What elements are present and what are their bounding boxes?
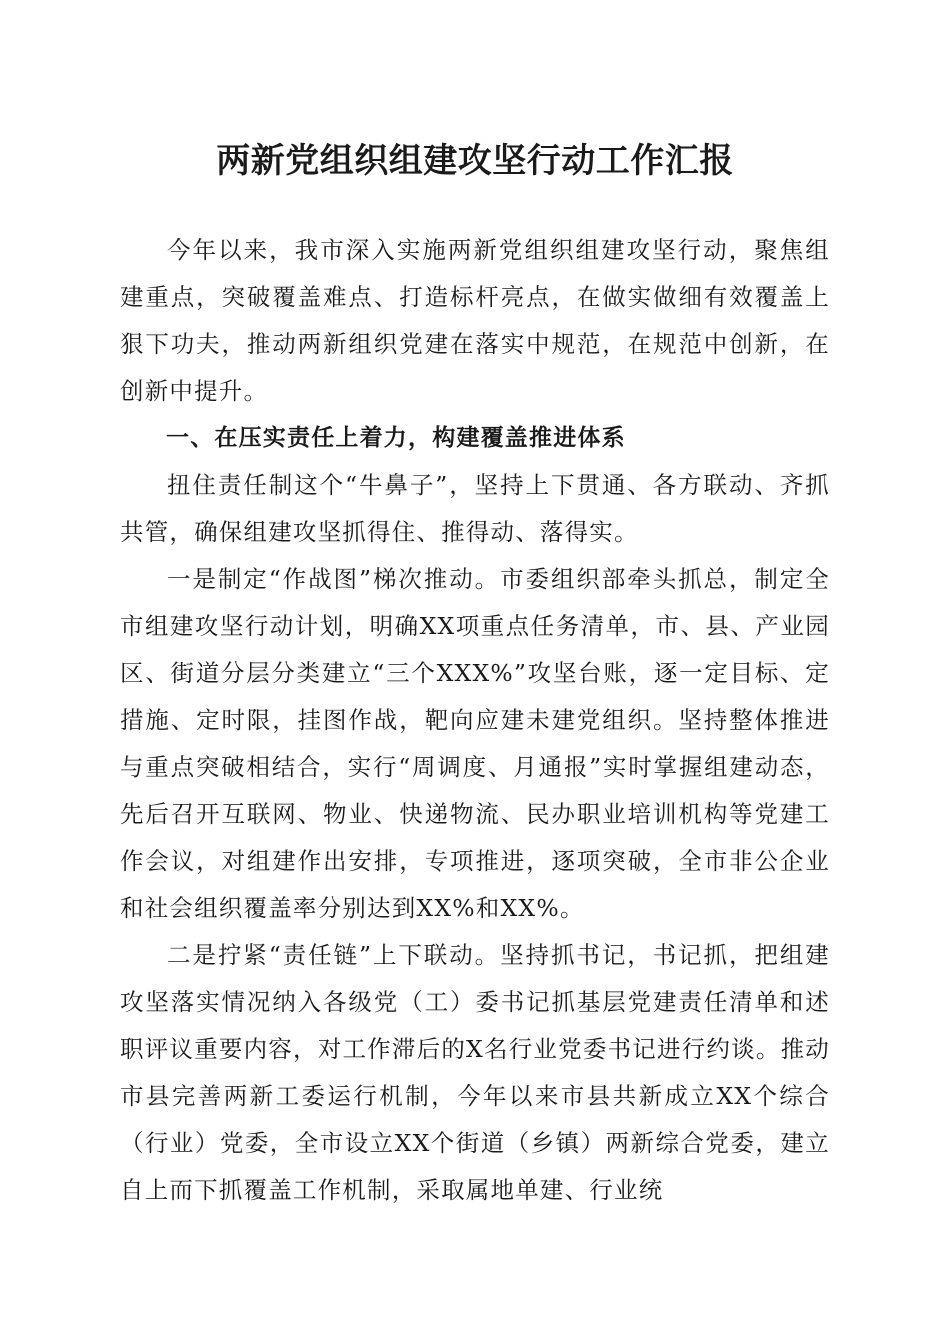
section-1-summary-paragraph: 扭住责任制这个“牛鼻子”，坚持上下贯通、各方联动、齐抓共管，确保组建攻坚抓得住、推得动、落得实。 xyxy=(120,471,830,546)
section-heading-1: 一、在压实责任上着力，构建覆盖推进体系 xyxy=(166,425,626,451)
document-title: 两新党组织组建攻坚行动工作汇报 xyxy=(216,141,734,181)
point-one-text: 市委组织部牵头抓总，制定全市组建攻坚行动计划，明确XX项重点任务清单，市、县、产业园区、街道分层分类建立“三个XXX%”攻坚台账，逐一定目标、定措施、定时限，挂图作战，靶向应建未建党组织。坚持整体推进与重点突破相结合，实行“周调度、月通报”实时掌握组建动态，先后召开互联网、物业、快递物流、民办职业培训机构等党建工作会议，对组建作出安排，专项推进，逐项突破，全市非公企业和社会组织覆盖率分别达到XX%和XX%。 xyxy=(120,565,830,922)
intro-paragraph: 今年以来，我市深入实施两新党组织组建攻坚行动，聚焦组建重点，突破覆盖难点、打造标杆亮点，在做实做细有效覆盖上狠下功夫，推动两新组织党建在落实中规范，在规范中创新，在创新中提升。 xyxy=(120,236,830,405)
point-one-paragraph xyxy=(120,556,830,932)
document-body xyxy=(120,227,830,1214)
point-two-lead: 二是拧紧“责任链”上下联动。 xyxy=(167,941,501,969)
point-two-paragraph xyxy=(120,932,830,1214)
point-one-lead: 一是制定“作战图”梯次推动。 xyxy=(167,565,501,593)
point-two-text: 坚持抓书记，书记抓，把组建攻坚落实情况纳入各级党（工）委书记抓基层党建责任清单和述职评议重要内容，对工作滞后的X名行业党委书记进行约谈。推动市县完善两新工委运行机制，今年以来市县共新成立XX个综合（行业）党委，全市设立XX个街道（乡镇）两新综合党委，建立自上而下抓覆盖工作机制，采取属地单建、行业统 xyxy=(120,941,830,1204)
